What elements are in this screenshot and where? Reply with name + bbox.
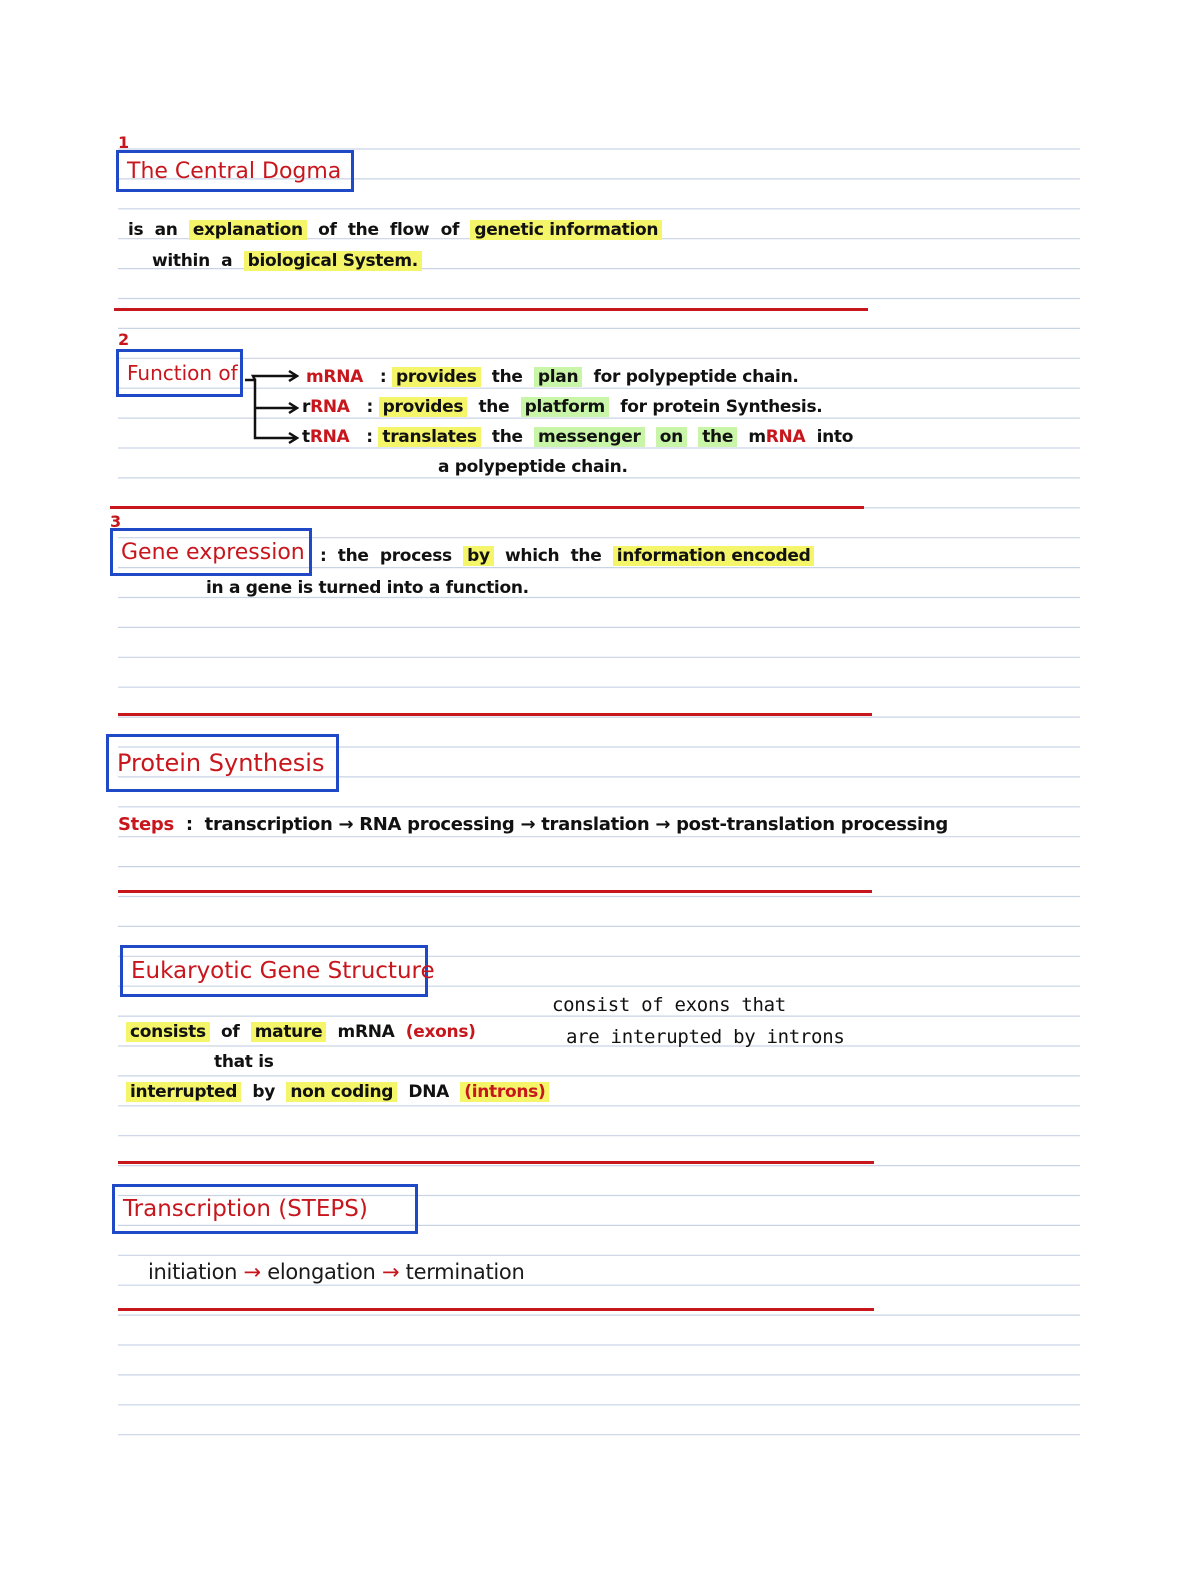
trna-function-continuation: a polypeptide chain. [438,457,628,477]
highlight-the: the [698,427,737,447]
steps-label: Steps [118,814,174,835]
title-function-of: Function of [116,349,243,397]
title-eukaryotic-gene-structure: Eukaryotic Gene Structure [120,945,428,997]
step-transcription: transcription [204,814,333,835]
word-of-2: of [440,220,460,240]
mrna-rest: for polypeptide chain. [593,367,799,387]
highlight-interrupted: interrupted [126,1082,241,1102]
highlight-provides-2: provides [379,397,468,417]
rrna-prefix: r [302,397,311,417]
rrna-rest: for protein Synthesis. [620,397,823,417]
highlight-provides: provides [392,367,481,387]
step-rna-processing: RNA processing [359,814,515,835]
section-divider-2 [110,506,864,509]
highlight-mature: mature [251,1022,327,1042]
trna-prefix: t [302,427,310,447]
word-by: by [252,1082,276,1102]
highlight-messenger: messenger [534,427,645,447]
highlight-biological-system: biological System. [244,251,422,271]
protein-synthesis-steps [118,814,948,835]
step-post-translation-processing: post-translation processing [676,814,949,835]
trna-function-line [302,427,853,447]
highlight-on: on [656,427,687,447]
word-the: the [478,397,510,417]
step-elongation: elongation [267,1260,376,1284]
side-note-line1: consist of exons that [552,994,786,1016]
word-an: an [154,220,178,240]
word-into: into [816,427,854,447]
word-rna: RNA [765,427,806,447]
transcription-steps [148,1260,524,1284]
title-central-dogma: The Central Dogma [116,150,354,192]
word-of: of [221,1022,240,1042]
highlight-by: by [463,546,494,566]
highlight-translates: translates [378,427,480,447]
word-the: the [337,546,369,566]
rrna-label: RNA [310,397,350,417]
title-protein-synthesis: Protein Synthesis [106,734,339,792]
word-within: within [152,251,210,271]
eukaryotic-line2: that is [214,1052,274,1072]
bracket-arrows-icon [243,368,305,450]
section-divider-4 [118,890,872,893]
word-mrna: mRNA [337,1022,395,1042]
trna-label: RNA [309,427,350,447]
step-translation: translation [541,814,650,835]
word-the: the [491,367,523,387]
arrow-right-icon: → [243,1260,261,1284]
arrow-right-icon: → [655,814,671,835]
colon: : [366,427,373,447]
word-the-2: the [570,546,602,566]
colon: : [320,546,327,566]
eukaryotic-line1 [126,1022,476,1042]
section-divider-3 [118,713,872,716]
section-divider-5 [118,1161,874,1164]
highlight-genetic-information: genetic information [470,220,662,240]
highlight-information-encoded: information encoded [613,546,815,566]
word-process: process [379,546,452,566]
word-exons: (exons) [405,1022,476,1042]
title-transcription-steps: Transcription (STEPS) [112,1184,418,1234]
word-the: the [491,427,523,447]
section-number-2: 2 [118,330,130,349]
word-a: a [221,251,233,271]
word-which: which [505,546,560,566]
highlight-explanation: explanation [189,220,307,240]
word-m: m [748,427,766,447]
word-of: of [318,220,337,240]
arrow-right-icon: → [381,1260,400,1284]
title-gene-expression: Gene expression [110,528,312,576]
mrna-label: mRNA [306,367,363,387]
colon: : [379,367,387,387]
highlight-introns: (introns) [460,1082,549,1102]
section-divider-6 [118,1308,874,1311]
word-is: is [128,220,144,240]
colon: : [366,397,374,417]
gene-expression-definition-line2: in a gene is turned into a function. [206,578,529,598]
gene-expression-definition-line1 [320,546,814,566]
arrow-right-icon: → [520,814,536,835]
step-initiation: initiation [148,1260,238,1284]
highlight-platform: platform [521,397,609,417]
colon: : [185,814,193,835]
central-dogma-definition-line1 [128,220,662,240]
highlight-consists: consists [126,1022,210,1042]
eukaryotic-line3 [126,1082,549,1102]
step-termination: termination [405,1260,525,1284]
section-number-3: 3 [110,512,122,531]
highlight-plan: plan [534,367,582,387]
mrna-function-line [306,367,799,387]
word-flow: flow [389,220,430,240]
rrna-function-line [302,397,822,417]
section-divider-1 [114,308,868,311]
section-number-1: 1 [118,133,130,152]
central-dogma-definition-line2 [152,251,422,271]
arrow-right-icon: → [338,814,354,835]
word-the: the [347,220,379,240]
word-dna: DNA [408,1082,449,1102]
side-note-line2: are interupted by introns [566,1026,845,1048]
highlight-non-coding: non coding [286,1082,397,1102]
